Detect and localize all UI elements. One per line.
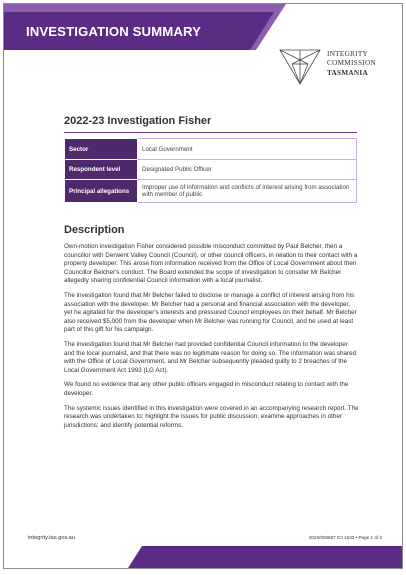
description-paragraph: The systemic issues identified in this investigation were covered in an accompanying research report. The research was undertaken to: highlight the issues for public discussion; examine approaches in other jurisdictions; and identify potential reforms. — [64, 404, 359, 429]
logo-wordmark — [327, 50, 376, 78]
table-row — [65, 160, 357, 180]
respondent-level-value: Designated Public Officer — [138, 160, 357, 180]
header-banner — [4, 4, 286, 50]
sector-label: Sector — [65, 139, 138, 160]
integrity-commission-logo — [278, 46, 398, 88]
title-divider — [64, 132, 357, 133]
footer-banner — [128, 546, 403, 568]
description-paragraph: Own-motion investigation Fisher considered possible misconduct committed by Paul Belcher, then a councillor with Derwent Valley Council (Council), or other council officers, in relation to their contact with a property developer. This arose from information received from the Office of Local Government about then Councillor Belcher's conduct. The Board extended the scope of investigation to consider Mr Belcher allegedly sharing confidential Council information with a local journalist. — [64, 243, 358, 285]
investigation-title: 2022-23 Investigation Fisher — [64, 115, 212, 127]
description-heading: Description — [64, 224, 125, 236]
principal-allegations-label: Principal allegations — [65, 180, 138, 203]
description-body — [64, 243, 359, 436]
respondent-level-label: Respondent level — [65, 160, 138, 180]
sector-value: Local Government — [138, 139, 357, 160]
document-page — [3, 3, 403, 569]
logo-line-commission: COMMISSION — [327, 59, 376, 68]
logo-line-integrity: INTEGRITY — [327, 50, 369, 58]
footer-website-link[interactable]: integrity.tas.gov.au — [28, 535, 75, 541]
document-type-title: INVESTIGATION SUMMARY — [26, 24, 202, 39]
table-row — [65, 139, 357, 160]
investigation-info-table — [64, 138, 357, 203]
table-row — [65, 180, 357, 203]
logo-line-tasmania: TASMANIA — [327, 68, 369, 77]
tasmania-triangle-icon — [278, 46, 322, 86]
description-paragraph: The investigation found that Mr Belcher had provided confidential Council information to the developer and the local journalist, and that there was no legitimate reason for doing so. The information was shared with the Office of Local Government, and Mr Belcher subsequently pleaded guilty to 2 breaches of the Local Government Act 1993 (LG Act). — [64, 340, 357, 374]
description-paragraph: We found no evidence that any other public officers engaged in misconduct relating to contact with the developer. — [64, 381, 349, 397]
footer-page-reference: 2023/006887 ICI 1533 • Page 1 of 2 — [308, 535, 382, 540]
principal-allegations-value: Improper use of information and conflicts of interest arising from association with member of public — [138, 180, 357, 203]
description-paragraph: The investigation found that Mr Belcher failed to disclose or manage a conflict of interest arising from his association with the developer. Mr Belcher had a personal and financial association with the developer, yet he agitated for the developer's interests and pressured Council employees on their behalf. Mr Belcher also received $5,000 from the developer when Mr Belcher was running for Council, and he used at least part of this gift for his campaign. — [64, 291, 357, 334]
